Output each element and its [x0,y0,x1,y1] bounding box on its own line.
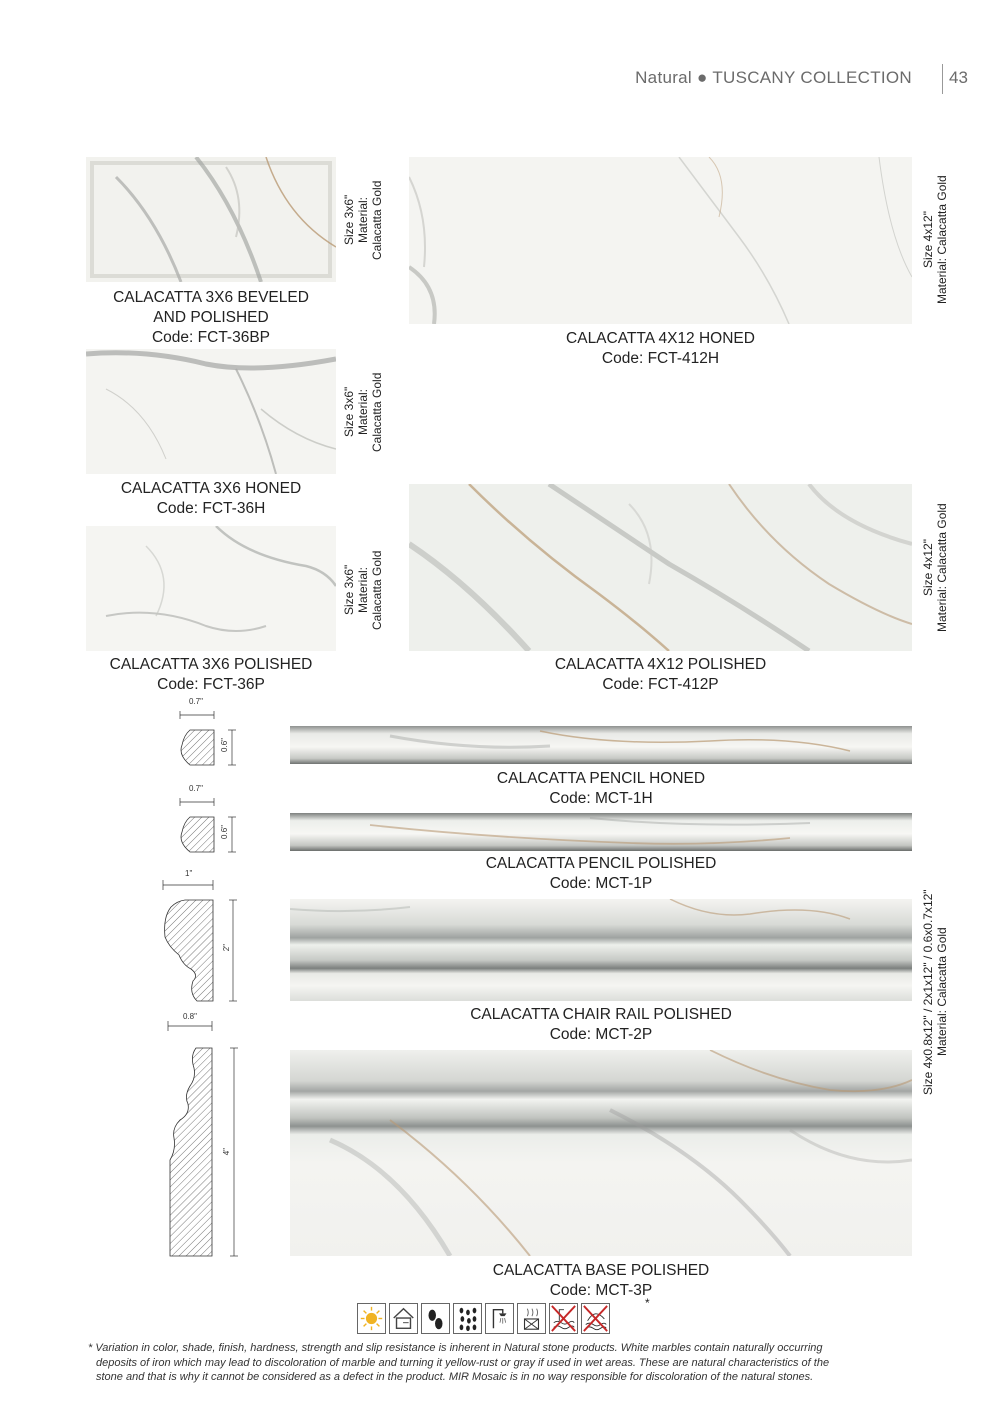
product-code: Code: FCT-36H [156,500,266,517]
product-code: Code: MCT-1H [549,790,653,807]
steam-room-icon [517,1303,546,1334]
profile-height-label: 0.6" [220,825,229,839]
tile-spec-3x6-honed: Size 3x6" Material: Calacatta Gold [342,372,384,452]
footnote-line: stone and that is why it cannot be considered as a defect in the product. MIR Mosaic is in no way responsible for discoloration of the natural stones. [96,1371,814,1383]
molding-image-base [290,1050,912,1256]
page-number: 43 [949,68,968,87]
product-code: Code: MCT-3P [549,1282,653,1299]
moldings-spec: Size 4x0.8x12" / 2x1x12" / 0.6x0.7x12" Material: Calacatta Gold [921,889,949,1095]
pencil-honed-profile [170,705,240,770]
product-name: CALACATTA 4X12 POLISHED [554,656,767,673]
icons-footnote-marker: * [645,1296,650,1310]
product-caption-3x6-honed [86,479,336,519]
shower-icon [485,1303,514,1334]
profile-width-label: 1" [185,869,193,878]
product-code: Code: MCT-2P [549,1026,653,1043]
footnote-line: * Variation in color, shade, finish, hardness, strength and slip resistance is inherent in Natural stone products. White marbles contain naturally occurring [88,1342,823,1354]
heavy-traffic-icon [453,1303,482,1334]
product-name: CALACATTA 4X12 HONED [566,330,755,347]
product-code: Code: FCT-36BP [151,329,271,346]
base-profile [160,1020,245,1260]
product-name: CALACATTA CHAIR RAIL POLISHED [470,1006,732,1023]
product-name: CALACATTA BASE POLISHED [492,1262,710,1279]
product-name: CALACATTA 3X6 BEVELED [113,289,309,306]
product-caption-4x12-polished [409,655,912,695]
usage-icons-row [357,1303,610,1334]
foot-traffic-icon [421,1303,450,1334]
header-divider [942,64,943,94]
disclaimer-footnote [88,1341,928,1385]
tile-spec-4x12-honed: Size 4x12" Material: Calacatta Gold [921,175,949,305]
product-code: Code: FCT-36P [157,676,265,693]
no-pool-icon [549,1303,578,1334]
product-caption-3x6-beveled [86,288,336,348]
product-code: Code: FCT-412P [602,676,719,693]
product-name: CALACATTA PENCIL HONED [496,770,706,787]
profile-height-label: 0.6" [220,738,229,752]
collection-title: Natural ● TUSCANY COLLECTION [635,68,912,87]
product-code: Code: MCT-1P [549,875,653,892]
tile-spec-3x6-polished: Size 3x6" Material: Calacatta Gold [342,550,384,630]
product-name: CALACATTA 3X6 POLISHED [109,656,313,673]
product-caption-4x12-honed [409,329,912,369]
chair-rail-profile [155,877,245,1007]
footnote-line: deposits of iron which may lead to discoloration of marble and turning it yellow-rust or gray if used in wet areas. These are natural characteristics of the [96,1356,830,1369]
molding-caption-pencil-honed [290,769,912,809]
profile-width-label: 0.8" [183,1012,197,1021]
molding-image-pencil-polished [290,813,912,851]
product-name: CALACATTA 3X6 HONED [120,480,302,497]
profile-height-label: 4" [222,1148,231,1156]
tile-image-3x6-beveled [86,157,336,282]
molding-caption-chair-rail [290,1005,912,1045]
tile-image-3x6-polished [86,526,336,651]
molding-image-chair-rail [290,899,912,1001]
molding-caption-pencil-polished [290,854,912,894]
profile-height-label: 2" [222,944,231,952]
molding-caption-base [290,1261,912,1301]
tile-spec-3x6-beveled: Size 3x6" Material: Calacatta Gold [342,180,384,260]
product-name: CALACATTA PENCIL POLISHED [485,855,717,872]
product-name: AND POLISHED [153,309,269,326]
molding-image-pencil-honed [290,726,912,764]
house-exterior-icon [389,1303,418,1334]
profile-width-label: 0.7" [189,784,203,793]
pencil-polished-profile [170,792,240,857]
product-caption-3x6-polished [86,655,336,695]
product-code: Code: FCT-412H [601,350,720,367]
no-fountain-icon [581,1303,610,1334]
sun-icon [357,1303,386,1334]
tile-image-3x6-honed [86,349,336,474]
tile-spec-4x12-polished: Size 4x12" Material: Calacatta Gold [921,503,949,633]
profile-width-label: 0.7" [189,697,203,706]
tile-image-4x12-polished [409,484,912,651]
tile-image-4x12-honed [409,157,912,324]
